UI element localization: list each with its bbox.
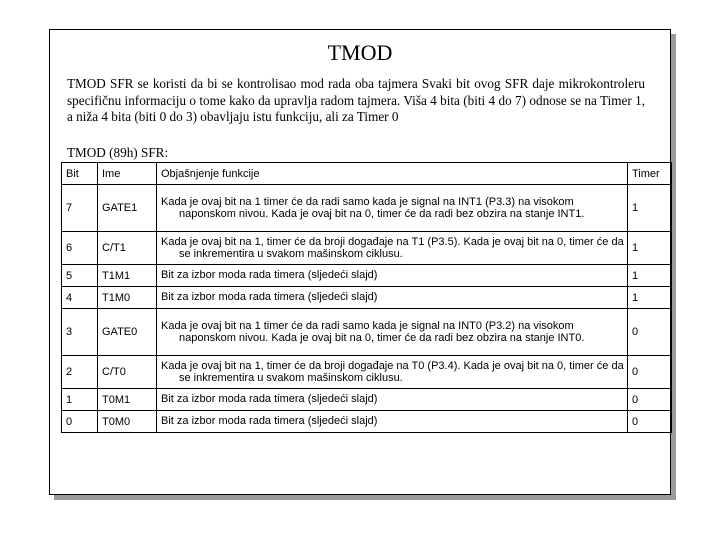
cell-description: Kada je ovaj bit na 1, timer će da broji događaje na T0 (P3.4). Kada je ovaj bit na 0, timer će da se inkrementira u svakom mašinskom ciklusu. [157, 356, 628, 389]
cell-bit: 5 [62, 265, 98, 287]
cell-timer: 1 [628, 265, 672, 287]
cell-timer: 1 [628, 185, 672, 232]
cell-bit: 7 [62, 185, 98, 232]
slide-title: TMOD [327, 40, 393, 65]
cell-description: Bit za izbor moda rada timera (sljedeći slajd) [157, 411, 628, 433]
cell-bit: 3 [62, 309, 98, 356]
slide [49, 29, 671, 495]
table-row [62, 411, 672, 433]
cell-bit: 4 [62, 287, 98, 309]
cell-timer: 1 [628, 232, 672, 265]
table-row [62, 356, 672, 389]
cell-description: Bit za izbor moda rada timera (sljedeći slajd) [157, 389, 628, 411]
cell-bit: 0 [62, 411, 98, 433]
table-header-row [62, 163, 672, 185]
header-description: Objašnjenje funkcije [157, 163, 628, 185]
cell-bit: 2 [62, 356, 98, 389]
cell-name: C/T1 [98, 232, 157, 265]
header-ime: Ime [98, 163, 157, 185]
table-row [62, 232, 672, 265]
cell-name: T1M0 [98, 287, 157, 309]
cell-name: T0M0 [98, 411, 157, 433]
cell-name: GATE1 [98, 185, 157, 232]
cell-description: Kada je ovaj bit na 1 timer će da radi samo kada je signal na INT0 (P3.2) na visokom naponskom nivou. Kada je ovaj bit na 0, timer će da radi bez obzira na stanje INT0. [157, 309, 628, 356]
cell-description: Kada je ovaj bit na 1 timer će da radi samo kada je signal na INT1 (P3.3) na visokom naponskom nivou. Kada je ovaj bit na 0, timer će da radi bez obzira na stanje INT1. [157, 185, 628, 232]
table-row [62, 185, 672, 232]
table-row [62, 287, 672, 309]
table-row [62, 309, 672, 356]
cell-name: GATE0 [98, 309, 157, 356]
header-bit: Bit [62, 163, 98, 185]
cell-name: T0M1 [98, 389, 157, 411]
cell-timer: 1 [628, 287, 672, 309]
cell-timer: 0 [628, 356, 672, 389]
cell-timer: 0 [628, 389, 672, 411]
cell-description: Bit za izbor moda rada timera (sljedeći slajd) [157, 265, 628, 287]
cell-timer: 0 [628, 411, 672, 433]
intro-paragraph: TMOD SFR se koristi da bi se kontrolisao mod rada oba tajmera Svaki bit ovog SFR daje mikrokontroleru specifičnu informaciju o tome kako da upravlja radom tajmera. Viša 4 bita (biti 4 do 7) odnose se na Timer 1, a niža 4 bita (biti 0 do 3) obavljaju istu funkciju, ali za Timer 0 [67, 76, 645, 124]
table-row [62, 265, 672, 287]
cell-timer: 0 [628, 309, 672, 356]
table-caption: TMOD (89h) SFR: [67, 145, 169, 160]
cell-name: C/T0 [98, 356, 157, 389]
cell-name: T1M1 [98, 265, 157, 287]
table-row [62, 389, 672, 411]
cell-bit: 6 [62, 232, 98, 265]
header-timer: Timer [628, 163, 672, 185]
cell-description: Bit za izbor moda rada timera (sljedeći slajd) [157, 287, 628, 309]
cell-description: Kada je ovaj bit na 1, timer će da broji događaje na T1 (P3.5). Kada je ovaj bit na 0, timer će da se inkrementira u svakom mašinskom ciklusu. [157, 232, 628, 265]
cell-bit: 1 [62, 389, 98, 411]
tmod-table [61, 162, 672, 433]
